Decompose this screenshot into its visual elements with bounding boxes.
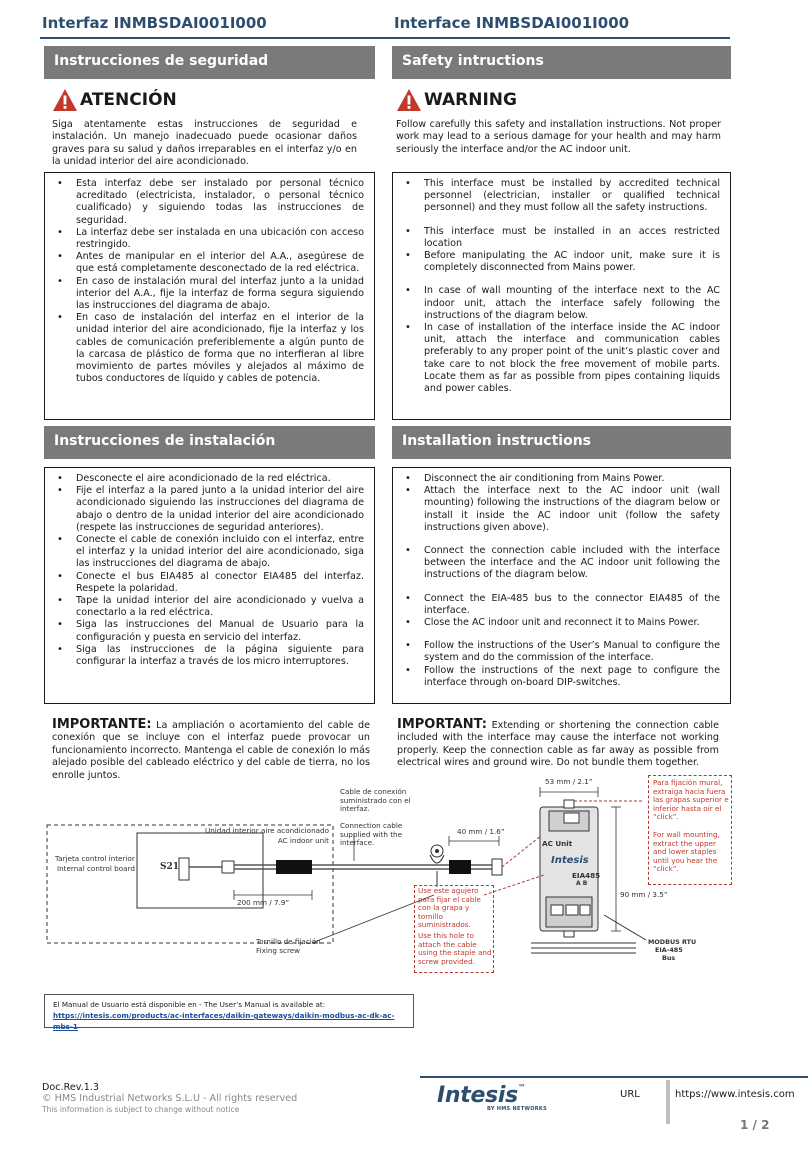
warning-triangle-icon	[396, 88, 422, 112]
list-item: • Attach the interface next to the AC indoor unit (wall mounting) following the instructions of the diagram below or install it inside the AC indoor unit (follow the safety instructions given above).	[403, 485, 720, 534]
dim-200: 200 mm / 7.9”	[237, 898, 290, 907]
list-item: • Conecte el cable de conexión incluido con el interfaz, entre el interfaz y la unidad interior del aire acondicionado, siga las instrucciones del diagrama de abajo.	[55, 534, 364, 571]
safety-list-es	[44, 172, 375, 420]
list-item: • Siga las instrucciones del Manual de Usuario para la configuración y puesta en servicio del interfaz.	[55, 619, 364, 643]
dim-height: 90 mm / 3.5”	[620, 890, 668, 899]
dim-width: 53 mm / 2.1”	[545, 777, 593, 786]
dim-40: 40 mm / 1.6”	[457, 827, 505, 836]
cable-label-en: Connection cable supplied with the interface.	[340, 821, 403, 848]
hole-note-en: Use this hole to attach the cable using the staple and screw provided.	[418, 931, 492, 966]
manual-text: El Manual de Usuario está disponible en - The User’s Manual is available at:	[53, 1000, 326, 1009]
device-eia485: EIA485	[572, 871, 601, 880]
s21-label: S21	[160, 862, 180, 872]
cable-label-es: Cable de conexión suministrado con el interfaz.	[340, 787, 411, 814]
indoor-label-es: Unidad interior aire acondicionado	[204, 826, 329, 835]
list-item: • Follow the instructions of the User’s Manual to configure the system and do the commission of the interface.	[403, 640, 720, 664]
manual-box	[44, 994, 414, 1031]
wall-note-es: Para fijación mural, extraiga hacia fuera las grapas superior e inferior hasta oír el “click”.	[653, 778, 729, 822]
list-item: • Siga las instrucciones de la página siguiente para configurar la interfaz a través de los micro interruptores.	[55, 644, 364, 668]
list-item: • In case of installation of the interface inside the AC indoor unit, attach the interface and communication cables preferably to any proper point of the unit’s plastic cover and take care to not block the free movement of mobile parts. Locate them as far as possible from pipes containing liquids and power cables.	[403, 322, 720, 395]
website-link[interactable]: https://www.intesis.com	[675, 1089, 795, 1100]
warning-label-en: WARNING	[424, 90, 517, 110]
screw-label-en: Fixing screw	[256, 946, 301, 955]
important-note-es	[52, 719, 370, 782]
list-item: • Disconnect the air conditioning from Mains Power.	[403, 473, 720, 485]
install-list-es	[44, 467, 375, 704]
header-rule	[40, 37, 730, 39]
indoor-label-en: AC indoor unit	[277, 836, 329, 845]
safety-band-en: Safety intructions	[392, 46, 731, 79]
title-en: Interface INMBSDAI001I000	[394, 14, 630, 32]
wall-note-en: For wall mounting, extract the upper and lower staples until you hear the “click”.	[653, 830, 720, 874]
url-separator	[666, 1080, 670, 1124]
warning-triangle-icon	[52, 88, 78, 112]
list-item: • La interfaz debe ser instalada en una ubicación con acceso restringido.	[55, 227, 364, 251]
list-item: • Esta interfaz debe ser instalado por personal técnico acreditado (electricista, instalador, o personal técnico cualificado) y siguiendo todas las instrucciones de seguridad.	[55, 178, 364, 227]
list-item: • Fije el interfaz a la pared junto a la unidad interior del aire acondicionado siguiendo las instrucciones del diagrama de abajo o dentro de la unidad interior del aire acondicionado (respete las instrucciones de seguridad anteriores).	[55, 485, 364, 534]
manual-link[interactable]: https://intesis.com/products/ac-interfaces/daikin-gateways/daikin-modbus-ac-dk-ac-mbs-1	[53, 1011, 395, 1031]
important-label-en: IMPORTANT:	[397, 717, 487, 732]
list-item: • Close the AC indoor unit and reconnect it to Mains Power.	[403, 617, 720, 629]
device-brand: Intesis	[551, 855, 589, 866]
important-text-es: La ampliación o acortamiento del cable de conexión que se incluye con el interfaz puede provocar un funcionamiento incorrecto. Mantenga el cable de conexión lo más alejado posible del cableado eléctrico y del cable de tierra, no los enrolle juntos.	[52, 720, 370, 781]
change-notice: This information is subject to change without notice	[42, 1105, 240, 1114]
important-note-en	[397, 719, 719, 770]
safety-intro-en: Follow carefully this safety and installation instructions. Not proper work may lead to a serious damage for your health and may harm seriously the interface and/or the AC indoor unit.	[396, 119, 721, 155]
install-band-en: Installation instructions	[392, 426, 731, 459]
warning-heading-en	[396, 88, 517, 112]
device-ac-unit-label: AC Unit	[542, 839, 573, 848]
list-item: • Connect the connection cable included with the interface between the interface and the AC indoor unit following the instructions of the diagram below.	[403, 545, 720, 582]
list-item: • Before manipulating the AC indoor unit, make sure it is completely disconnected from Mains power.	[403, 250, 720, 274]
modbus-bus-word: Bus	[662, 954, 676, 962]
logo-text: Intesis	[437, 1083, 518, 1108]
warning-heading-es	[52, 88, 177, 112]
modbus-bus-label: EIA-485	[655, 946, 683, 954]
copyright: © HMS Industrial Networks S.L.U - All rights reserved	[42, 1093, 298, 1104]
doc-revision: Doc.Rev.1.3	[42, 1082, 99, 1093]
important-text-en: Extending or shortening the connection cable included with the interface may cause the interface not working properly. Keep the connection cable as far away as possible from electrical wires and ground wire. Do not bundle them together.	[397, 720, 720, 769]
list-item: • This interface must be installed by accredited technical personnel (electrician, installer or qualified technical personnel) and they must follow all the safety instructions.	[403, 178, 720, 215]
board-label-en: Internal control board	[57, 864, 135, 873]
important-label-es: IMPORTANTE:	[52, 717, 152, 732]
url-label: URL	[620, 1089, 640, 1100]
safety-intro-es: Siga atentamente estas instrucciones de seguridad e instalación. Un manejo inadecuado puede ocasionar daños graves para su salud y daños irreparables en el interfaz y/o en la unidad interior del aire acondicionado.	[52, 119, 357, 168]
warning-label-es: ATENCIÓN	[80, 90, 177, 110]
list-item: • This interface must be installed in an acces restricted location	[403, 226, 720, 250]
installation-diagram	[44, 775, 744, 985]
install-band-es: Instrucciones de instalación	[44, 426, 375, 459]
install-list-en	[392, 467, 731, 704]
board-label-es: Tarjeta control interior	[55, 854, 135, 863]
screw-label-es: Tornillo de fijación	[256, 937, 321, 946]
list-item: • Connect the EIA-485 bus to the connector EIA485 of the interface.	[403, 593, 720, 617]
list-item: • Tape la unidad interior del aire acondicionado y vuelva a conectarlo a la red eléctrica.	[55, 595, 364, 619]
hole-note-es: Use este agujero para fijar el cable con la grapa y tornillo suministrados.	[418, 886, 481, 930]
page-number: 1 / 2	[740, 1118, 770, 1132]
title-es: Interfaz INMBSDAI001I000	[42, 14, 267, 32]
intesis-logo: Intesis™	[437, 1083, 526, 1108]
list-item: • Antes de manipular en el interior del A.A., asegúrese de que está completamente desconectado de la red eléctrica.	[55, 251, 364, 275]
list-item: • In case of wall mounting of the interface next to the AC indoor unit, attach the interface safely following the instructions of the diagram below.	[403, 285, 720, 322]
safety-list-en	[392, 172, 731, 420]
safety-band-es: Instrucciones de seguridad	[44, 46, 375, 79]
list-item: • Follow the instructions of the next page to configure the interface through on-board DIP-switches.	[403, 665, 720, 689]
footer-rule	[420, 1076, 808, 1078]
list-item: • Desconecte el aire acondicionado de la red eléctrica.	[55, 473, 364, 485]
list-item: • Conecte el bus EIA485 al conector EIA485 del interfaz. Respete la polaridad.	[55, 571, 364, 595]
footer-left	[42, 1082, 297, 1115]
logo-subtitle: BY HMS NETWORKS	[487, 1106, 548, 1112]
device-ab: A B	[576, 880, 588, 887]
modbus-label: MODBUS RTU	[648, 938, 697, 946]
list-item: • En caso de instalación mural del interfaz junto a la unidad interior del A.A., fije la interfaz de forma segura siguiendo las instrucciones del diagrama de abajo.	[55, 276, 364, 313]
list-item: • En caso de instalación del interfaz en el interior de la unidad interior del aire acondicionado, fije la interfaz y los cables de comunicación preferiblemente a algún punto de la carcasa de plástico de forma que no interfieran al libre movimiento de partes móviles y alejados al máximo de tubos conductores de líquido y cables de potencia.	[55, 312, 364, 385]
